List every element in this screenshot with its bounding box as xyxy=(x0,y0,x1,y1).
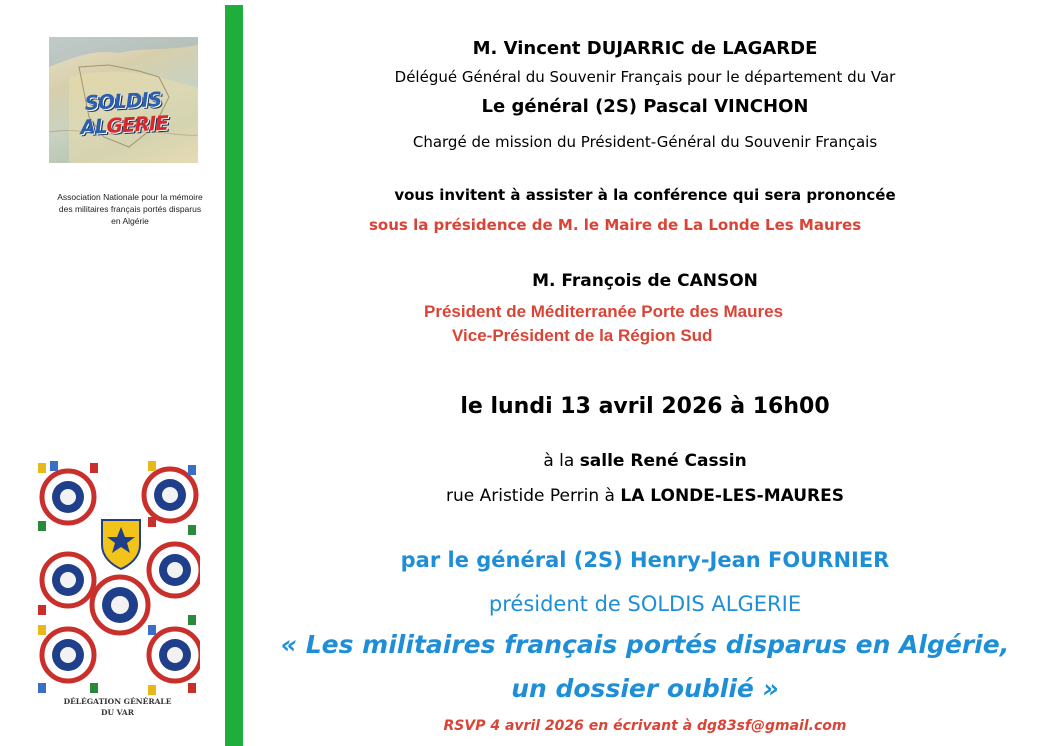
mayor-role2: Vice-Président de la Région Sud xyxy=(452,326,713,345)
town-name: LA LONDE-LES-MAURES xyxy=(620,486,844,506)
invite-line: vous invitent à assister à la conférence qui sera prononcée xyxy=(394,186,896,204)
presidency-line: sous la présidence de M. le Maire de La Londe Les Maures xyxy=(369,216,862,234)
speaker-name: par le général (2S) Henry-Jean FOURNIER xyxy=(400,548,890,572)
host1-title: Délégué Général du Souvenir Français pour le département du Var xyxy=(394,68,896,86)
delegation-emblem xyxy=(30,455,200,720)
venue-name: salle René Cassin xyxy=(579,451,747,471)
logo-wordmark-part1: SOLDIS AL xyxy=(79,87,162,140)
venue-prefix: à la xyxy=(543,451,580,471)
rosette-medallion-center xyxy=(92,577,148,633)
var-coat-of-arms xyxy=(102,520,140,569)
association-description: Association Nationale pour la mémoire des militaires français portés disparus en Algérie xyxy=(57,192,203,226)
event-date: le lundi 13 avril 2026 à 16h00 xyxy=(460,394,830,419)
rosette-medallion xyxy=(144,469,196,521)
delegation-caption-line2: DU VAR xyxy=(101,708,134,717)
rsvp-line: RSVP 4 avril 2026 en écrivant à dg83sf@gmail.com xyxy=(443,718,847,734)
mayor-role1: Président de Méditerranée Porte des Maures xyxy=(424,302,784,321)
event-address xyxy=(250,486,1040,506)
conference-title-line1: « Les militaires français portés disparus en Algérie, xyxy=(280,630,1010,659)
conference-title-line2: un dossier oublié » xyxy=(511,674,779,703)
host2-title: Chargé de mission du Président-Général du Souvenir Français xyxy=(412,133,878,151)
rosette-medallion xyxy=(149,629,200,681)
event-venue xyxy=(250,451,1040,471)
speaker-role: président de SOLDIS ALGERIE xyxy=(488,592,802,616)
address-prefix: rue Aristide Perrin à xyxy=(445,486,621,506)
host2-name: Le général (2S) Pascal VINCHON xyxy=(481,96,809,117)
mayor-name: M. François de CANSON xyxy=(532,271,758,291)
rosette-medallion xyxy=(42,629,94,681)
rosette-medallion xyxy=(42,471,94,523)
rosette-medallion xyxy=(42,554,94,606)
rosette-medallion xyxy=(149,544,200,596)
delegation-caption-line1: DÉLÉGATION GÉNÉRALE xyxy=(63,697,172,706)
logo-wordmark-part2: GERIE xyxy=(105,110,169,138)
green-divider-bar xyxy=(225,5,243,746)
delegation-caption xyxy=(55,696,180,718)
host1-name: M. Vincent DUJARRIC de LAGARDE xyxy=(472,38,818,59)
soldis-algerie-logo xyxy=(49,37,198,163)
